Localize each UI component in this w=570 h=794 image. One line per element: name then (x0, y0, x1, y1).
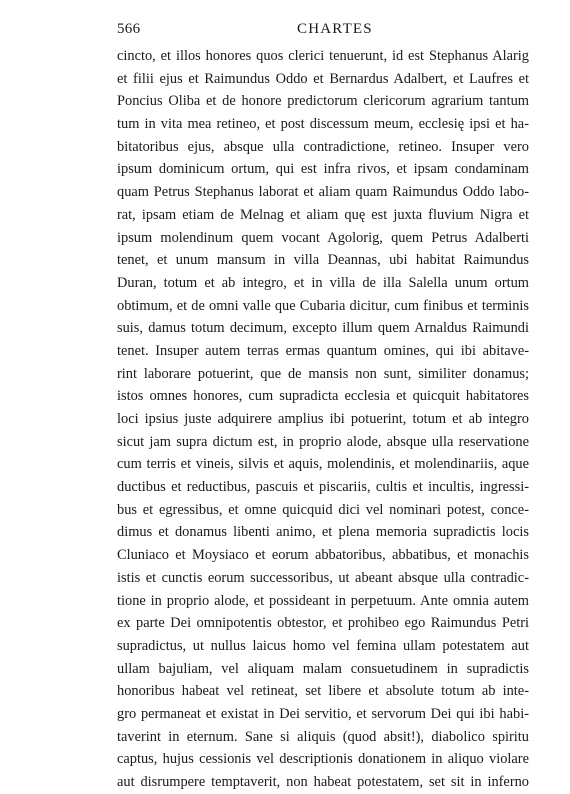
text-line: rint laborare potuerint, que de mansis non sunt, similiter donamus; (117, 365, 529, 382)
text-line: quam Petrus Stephanus laborat et aliam quam Raimundus Oddo labo- (117, 184, 529, 201)
body-text (117, 45, 529, 794)
text-line: cincto, et illos honores quos clerici tenuerunt, id est Stephanus Alarig (117, 48, 529, 64)
text-line: obtimum, et de omni valle que Cubaria dicitur, cum finibus et terminis (117, 297, 529, 314)
running-title: CHARTES (297, 21, 373, 37)
text-line: honoribus habeat vel retineat, set libere et absolute totum ab inte- (117, 683, 529, 700)
text-line: supradictus, ut nullus laicus homo vel femina ullam potestatem aut (117, 637, 529, 654)
text-line: bitatoribus ejus, absque ulla contradictione, retineo. Insuper vero (117, 138, 529, 155)
text-line: Duran, totum et ab integro, et in villa de illa Salella unum ortum (117, 274, 529, 291)
text-line: Poncius Oliba et de honore predictorum clericorum agrarium tantum (117, 93, 529, 110)
text-line: ipsum molendinum quem vocant Agolorig, quem Petrus Adalberti (117, 229, 529, 246)
text-line: cum terris et vineis, silvis et aquis, molendinis, et molendinariis, aque (117, 456, 529, 473)
text-line: ullam bajuliam, vel aliquam malam consuetudinem in supradictis (117, 660, 529, 677)
text-line: tione in proprio alode, et possideant in perpetuum. Ante omnia autem (117, 592, 529, 609)
text-line: Cluniaco et Moysiaco et eorum abbatoribus, abbatibus, et monachis (117, 547, 529, 564)
text-line: tum in vita mea retineo, et post discessum meum, ecclesię ipsi et ha- (117, 116, 529, 133)
text-line: tenet, et unum mansum in villa Deannas, ubi habitat Raimundus (117, 252, 529, 269)
text-line: dimus et donamus libenti animo, et plena memoria supradictis locis (117, 524, 529, 541)
text-line: suis, damus totum decimum, excepto illum quem Arnaldus Raimundi (117, 320, 529, 337)
text-line: bus et egressibus, et omne quicquid dici vel nominari potest, conce- (117, 501, 529, 518)
page-number: 566 (117, 21, 141, 37)
text-line: et filii ejus et Raimundus Oddo et Bernardus Adalbert, et Laufres et (117, 70, 529, 87)
text-line: istis et cunctis eorum successoribus, ut abeant absque ulla contradic- (117, 569, 529, 586)
text-line: ipsum dominicum ortum, qui est infra rivos, et ipsam condaminam (117, 161, 529, 178)
text-line: gro permaneat et existat in Dei servitio, et servorum Dei qui ibi habi- (117, 705, 529, 722)
text-line: istos omnes honores, cum supradicta ecclesia et quicquit habitatores (117, 388, 529, 405)
text-line: captus, hujus cessionis vel descriptionis donationem in aliquo violare (117, 751, 529, 768)
text-line: tenet. Insuper autem terras ermas quantum omines, qui ibi abitave- (117, 342, 529, 359)
text-line: rat, ipsam etiam de Melnag et aliam quę est juxta fluvium Nigra et (117, 206, 529, 223)
text-line: sicut jam supra dictum est, in proprio alode, absque ulla reservatione (117, 433, 529, 450)
text-line: ductibus et reductibus, pascuis et piscariis, cultis et incultis, ingressi- (117, 479, 529, 496)
text-line: ex parte Dei omnipotentis obtestor, et prohibeo ego Raimundus Petri (117, 615, 529, 632)
text-line: loci ipsius juste adquirere amplius ibi potuerint, totum et ab integro (117, 411, 529, 427)
text-line: taverint in eternum. Sane si aliquis (quod absit!), diabolico spiritu (117, 728, 529, 745)
text-line: aut disrumpere temptaverit, non habeat potestatem, set sit in inferno (117, 774, 529, 790)
